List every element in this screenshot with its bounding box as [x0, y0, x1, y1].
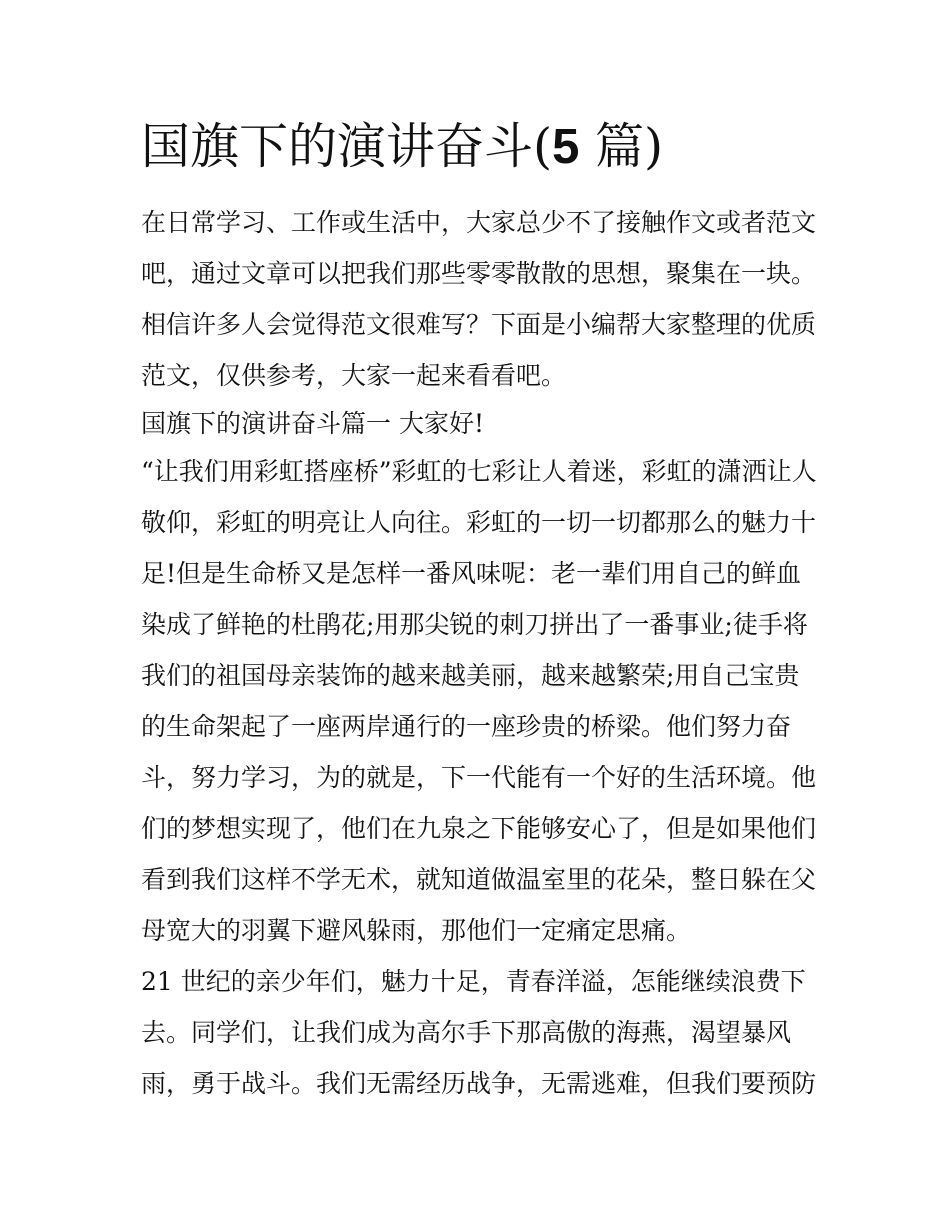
text-line: 的生命架起了一座两岸通行的一座珍贵的桥梁。他们努力奋: [141, 712, 792, 741]
title-suffix: 篇): [579, 118, 664, 175]
text-line: 21 世纪的亲少年们，魅力十足，青春洋溢，怎能继续浪费下: [141, 967, 806, 996]
rainbow-paragraph: [141, 446, 821, 956]
document-body: [141, 197, 821, 1109]
title-text: 国旗下的演讲奋斗(: [141, 118, 553, 175]
document-title: [141, 116, 663, 178]
text-line: 们的梦想实现了，他们在九泉之下能够安心了，但是如果他们: [141, 814, 817, 843]
text-line: 国旗下的演讲奋斗篇一 大家好!: [141, 409, 484, 438]
text-line: “让我们用彩虹搭座桥”彩虹的七彩让人着迷，彩虹的潇洒让人: [141, 457, 817, 486]
text-line: 母宽大的羽翼下避风躲雨，那他们一定痛定思痛。: [141, 916, 692, 945]
text-line: 范文，仅供参考，大家一起来看看吧。: [141, 361, 567, 390]
text-line: 去。同学们，让我们成为高尔手下那高傲的海燕，渴望暴风: [141, 1018, 792, 1047]
text-line: 雨，勇于战斗。我们无需经历战争，无需逃难，但我们要预防: [141, 1069, 817, 1098]
text-line: 敬仰，彩虹的明亮让人向往。彩虹的一切一切都那么的魅力十: [141, 508, 817, 537]
section-heading-paragraph: [141, 401, 821, 446]
text-line: 足!但是生命桥又是怎样一番风味呢：老一辈们用自己的鲜血: [141, 559, 802, 588]
title-number: 5: [552, 120, 580, 174]
text-line: 相信许多人会觉得范文很难写？下面是小编帮大家整理的优质: [141, 310, 817, 339]
youth-paragraph: [141, 956, 821, 1109]
text-line: 在日常学习、工作或生活中，大家总少不了接触作文或者范文: [141, 208, 817, 237]
text-line: 吧，通过文章可以把我们那些零零散散的思想，聚集在一块。: [141, 259, 817, 288]
text-line: 染成了鲜艳的杜鹃花;用那尖锐的刺刀拼出了一番事业;徒手将: [141, 610, 808, 639]
text-line: 看到我们这样不学无术，就知道做温室里的花朵，整日躲在父: [141, 865, 817, 894]
intro-paragraph: [141, 197, 821, 401]
text-line: 斗，努力学习，为的就是，下一代能有一个好的生活环境。他: [141, 763, 817, 792]
text-line: 我们的祖国母亲装饰的越来越美丽，越来越繁荣;用自己宝贵: [141, 661, 800, 690]
